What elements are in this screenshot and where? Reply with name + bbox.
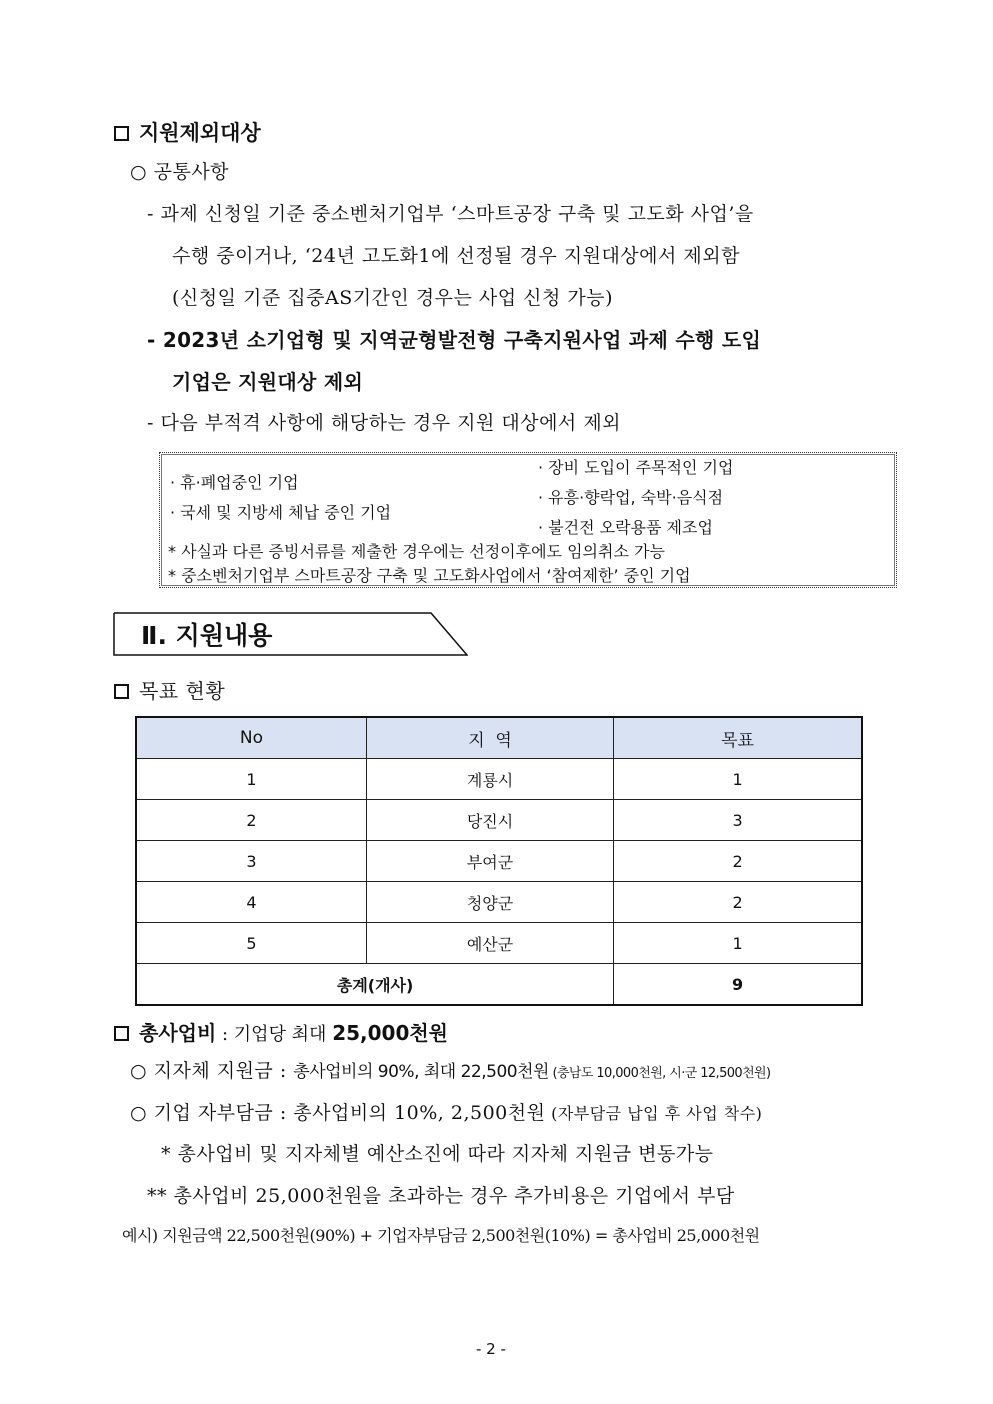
table-row (136, 759, 862, 800)
condition-closed-business: · 휴·폐업중인 기업 (170, 473, 299, 492)
common-label: ○ 공통사항 (130, 161, 230, 183)
table-row (136, 882, 862, 923)
chapter-banner (113, 612, 468, 656)
column-header-region: 지 역 (366, 717, 613, 759)
exclusion-item-2-line-2: 기업은 지원대상 제외 (172, 370, 364, 394)
local-support-detail: 총사업비의 90%, 최대 22,500천원 (293, 1062, 549, 1082)
cell-goal: 1 (614, 923, 862, 964)
cell-region: 부여군 (366, 841, 613, 882)
column-header-goal: 목표 (614, 717, 862, 759)
cell-region: 예산군 (366, 923, 613, 964)
cost-line-local-support (130, 1056, 771, 1083)
exclusion-item-1-line-3: (신청일 기준 집중AS기간인 경우는 사업 신청 가능) (172, 287, 614, 309)
total-label: 총계(개사) (136, 964, 614, 1006)
total-value: 9 (614, 964, 862, 1006)
condition-unwholesome-manufacturing: · 불건전 오락용품 제조업 (538, 518, 713, 537)
self-burden-detail: ○ 기업 자부담금 : 총사업비의 10%, 2,500천원 (130, 1102, 546, 1124)
cost-note-2: ** 총사업비 25,000천원을 초과하는 경우 추가비용은 기업에서 부담 (147, 1185, 735, 1207)
table-header-row (136, 717, 862, 759)
cell-region: 계룡시 (366, 759, 613, 800)
condition-equipment-purpose: · 장비 도입이 주목적인 기업 (538, 458, 734, 477)
table-row (136, 800, 862, 841)
cell-goal: 1 (614, 759, 862, 800)
cell-no: 4 (136, 882, 366, 923)
cost-heading-rest: : 기업당 최대 (216, 1024, 333, 1045)
checkbox-square-icon (114, 684, 129, 699)
condition-entertainment-business: · 유흥·향락업, 숙박·음식점 (538, 488, 724, 507)
checkbox-square-icon (114, 126, 129, 141)
cell-no: 5 (136, 923, 366, 964)
cell-region: 당진시 (366, 800, 613, 841)
cell-goal: 2 (614, 882, 862, 923)
exclusion-item-3: - 다음 부적격 사항에 해당하는 경우 지원 대상에서 제외 (147, 412, 622, 434)
exclusion-item-1-line-1: - 과제 신청일 기준 중소벤처기업부 ‘스마트공장 구축 및 고도화 사업’을 (147, 203, 754, 225)
note-false-documents: * 사실과 다른 증빙서류를 제출한 경우에는 선정이후에도 임의취소 가능 (168, 542, 665, 561)
table-total-row (136, 964, 862, 1006)
table-row (136, 841, 862, 882)
cell-no: 2 (136, 800, 366, 841)
cell-no: 3 (136, 841, 366, 882)
cost-heading-amount: 25,000천원 (332, 1021, 449, 1045)
note-participation-restricted: * 중소벤처기업부 스마트공장 구축 및 고도화사업에서 ‘참여제한’ 중인 기업 (168, 566, 691, 585)
goal-table (135, 716, 863, 1006)
cost-line-self-burden (130, 1098, 762, 1125)
local-support-label: ○ 지자체 지원금 : (130, 1060, 294, 1082)
exclusion-heading: 지원제외대상 (114, 117, 261, 147)
cost-heading-label: 총사업비 (139, 1021, 217, 1045)
checkbox-square-icon (114, 1026, 129, 1041)
goal-heading: 목표 현황 (114, 675, 225, 704)
cell-region: 청양군 (366, 882, 613, 923)
cost-heading (114, 1017, 448, 1046)
exclusion-item-1-line-2: 수행 중이거나, ‘24년 고도화1에 선정될 경우 지원대상에서 제외함 (172, 245, 740, 267)
exclusion-item-2-line-1: - 2023년 소기업형 및 지역균형발전형 구축지원사업 과제 수행 도입 (147, 328, 762, 352)
cell-goal: 2 (614, 841, 862, 882)
table-row (136, 923, 862, 964)
page-number: - 2 - (476, 1340, 506, 1358)
cost-example: 예시) 지원금액 22,500천원(90%) + 기업자부담금 2,500천원(10%) = 총사업비 25,000천원 (122, 1226, 760, 1245)
cell-goal: 3 (614, 800, 862, 841)
chapter-title: Ⅱ. 지원내용 (141, 621, 273, 650)
condition-tax-arrears: · 국세 및 지방세 체납 중인 기업 (170, 503, 392, 522)
column-header-no: No (136, 717, 366, 759)
ineligible-conditions-box (159, 452, 897, 588)
cell-no: 1 (136, 759, 366, 800)
self-burden-note: (자부담금 납입 후 사업 착수) (545, 1104, 763, 1123)
cost-note-1: * 총사업비 및 지자체별 예산소진에 따라 지자체 지원금 변동가능 (161, 1143, 714, 1165)
local-support-breakdown: (충남도 10,000천원, 시·군 12,500천원) (548, 1066, 771, 1081)
